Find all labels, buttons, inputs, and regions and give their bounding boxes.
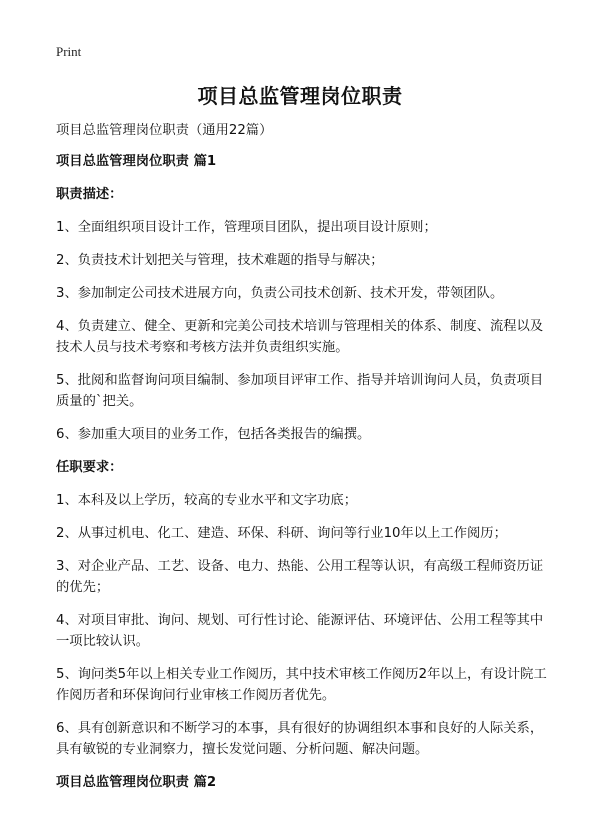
requirement-item: 5、询问类5年以上相关专业工作阅历，其中技术审核工作阅历2年以上，有设计院工作阅历者和环保询问行业审核工作阅历者优先。 (56, 667, 547, 703)
duty-item: 1、全面组织项目设计工作，管理项目团队，提出项目设计原则； (56, 220, 437, 235)
duty-item: 6、参加重大项目的业务工作，包括各类报告的编撰。 (56, 427, 371, 442)
duty-item: 4、负责建立、健全、更新和完美公司技术培训与管理相关的体系、制度、流程以及技术人员与技术考察和考核方法并负责组织实施。 (56, 319, 544, 355)
requirement-item: 6、具有创新意识和不断学习的本事，具有很好的协调组织本事和良好的人际关系，具有敏锐的专业洞察力，擅长发觉问题、分析问题、解决问题。 (56, 721, 544, 757)
section2-heading: 项目总监管理岗位职责 篇2 (56, 775, 217, 790)
document-title: 项目总监管理岗位职责 (197, 84, 403, 108)
requirement-item: 3、对企业产品、工艺、设备、电力、热能、公用工程等认识，有高级工程师资历证的优先； (56, 559, 544, 595)
duty-item: 3、参加制定公司技术进展方向，负责公司技术创新、技术开发，带领团队。 (56, 286, 504, 301)
document-subtitle: 项目总监管理岗位职责（通用22篇） (56, 123, 273, 138)
requirement-item: 2、从事过机电、化工、建造、环保、科研、询问等行业10年以上工作阅历； (56, 526, 507, 541)
requirements-heading: 任职要求： (56, 460, 123, 475)
section1-heading: 项目总监管理岗位职责 篇1 (56, 154, 217, 169)
requirement-item: 1、本科及以上学历，较高的专业水平和文字功底； (56, 493, 357, 508)
duties-heading: 职责描述： (56, 187, 123, 202)
duty-item: 5、批阅和监督询问项目编制、参加项目评审工作、指导并培训询问人员，负责项目质量的`把关。 (56, 373, 544, 409)
document-body (56, 120, 556, 805)
duty-item: 2、负责技术计划把关与管理，技术难题的指导与解决； (56, 253, 384, 268)
requirement-item: 4、对项目审批、询问、规划、可行性讨论、能源评估、环境评估、公用工程等其中一项比较认识。 (56, 613, 544, 649)
print-label: Print (56, 44, 82, 59)
